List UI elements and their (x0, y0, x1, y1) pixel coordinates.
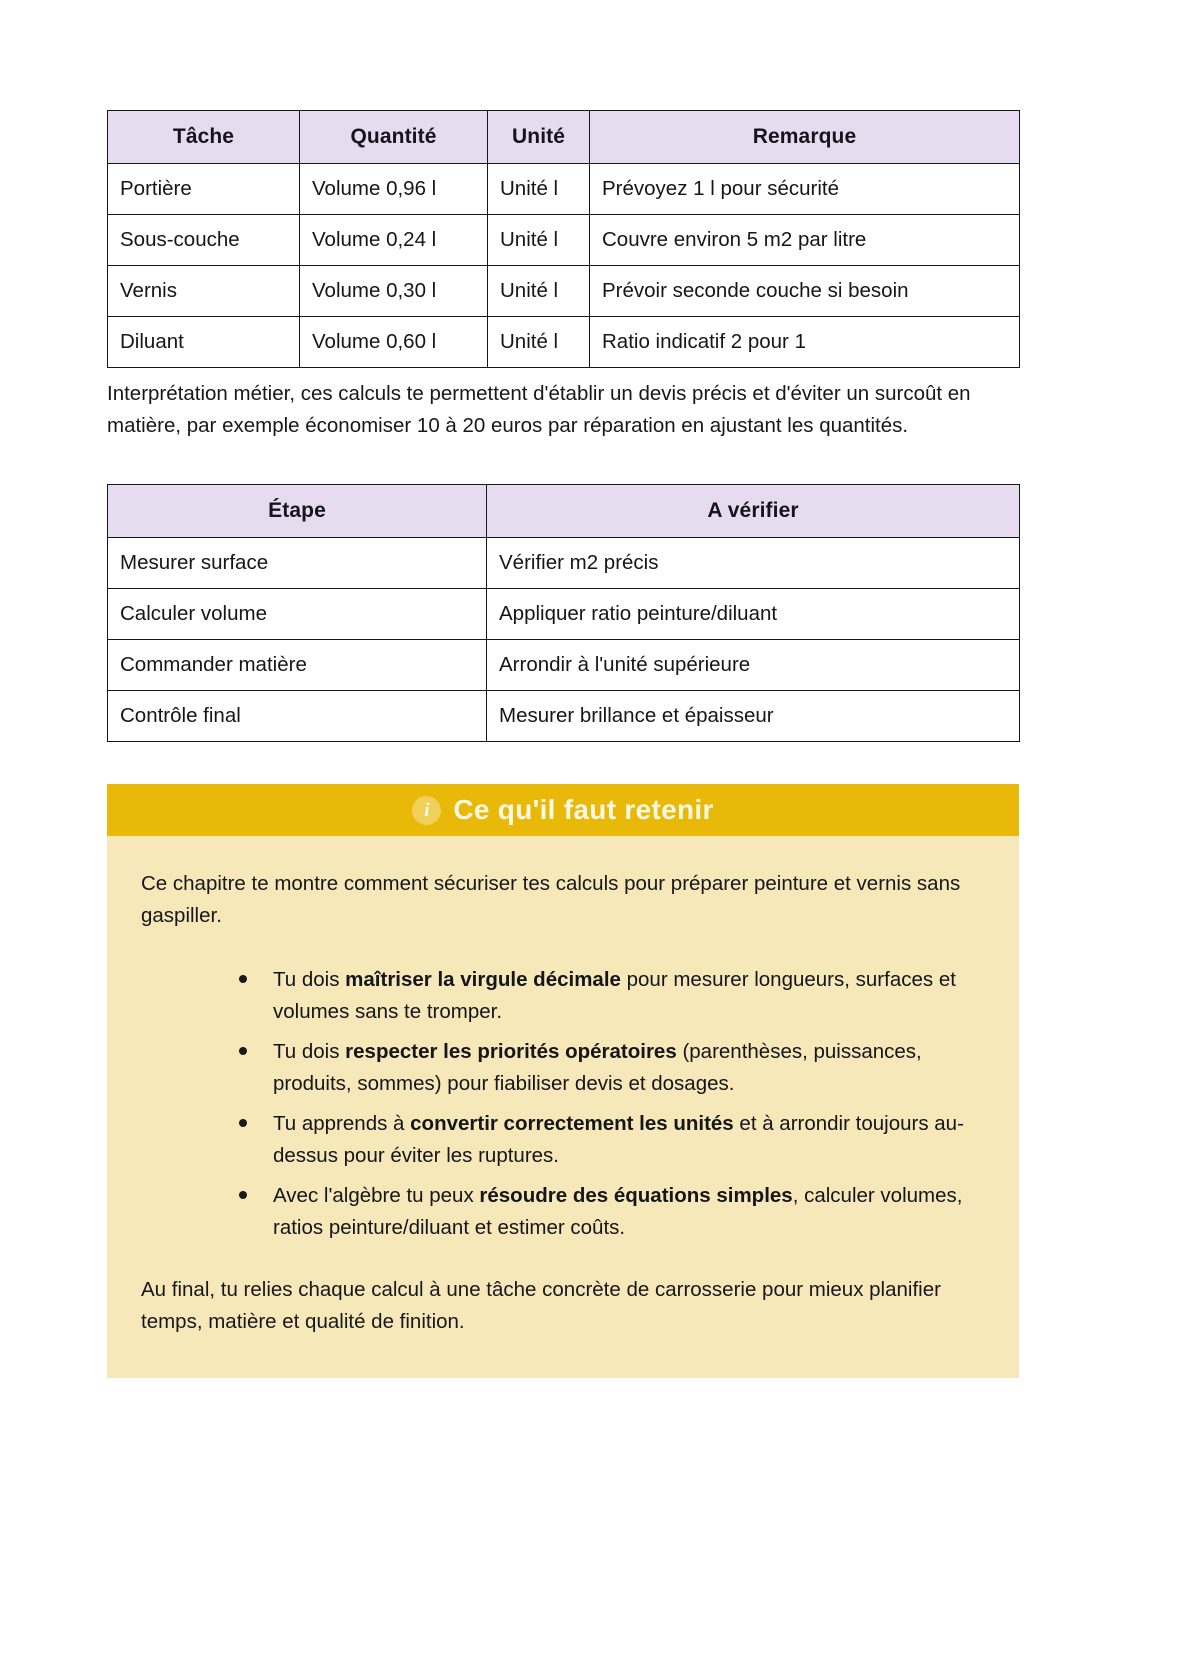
info-icon: i (412, 796, 441, 825)
list-item (239, 1180, 973, 1244)
column-header-tache: Tâche (108, 111, 300, 164)
bullet-bold: respecter les priorités opératoires (345, 1040, 677, 1063)
column-header-quantite: Quantité (300, 111, 488, 164)
bullet-prefix: Tu apprends à (273, 1112, 411, 1135)
cell-a-verifier: Vérifier m2 précis (487, 538, 1020, 589)
column-header-etape: Étape (108, 485, 487, 538)
checklist-table (107, 484, 1020, 742)
bullet-prefix: Avec l'algèbre tu peux (273, 1184, 480, 1207)
column-header-a-verifier: A vérifier (487, 485, 1020, 538)
table-row (108, 317, 1020, 368)
cell-remarque: Couvre environ 5 m2 par litre (590, 215, 1020, 266)
list-item (239, 1108, 973, 1172)
bullet-prefix: Tu dois (273, 1040, 346, 1063)
cell-quantite: Volume 0,30 l (300, 266, 488, 317)
cell-unite: Unité l (488, 215, 590, 266)
cell-unite: Unité l (488, 164, 590, 215)
key-takeaways-callout (107, 784, 1019, 1378)
cell-unite: Unité l (488, 317, 590, 368)
table-row (108, 691, 1020, 742)
bullet-suffix: pour mesurer longueurs, surfaces et volumes sans te tromper. (273, 968, 956, 1023)
table-row (108, 640, 1020, 691)
callout-header (107, 784, 1019, 836)
bullet-bold: résoudre des équations simples (479, 1184, 793, 1207)
callout-title: Ce qu'il faut retenir (453, 794, 714, 825)
bullet-dot-icon (239, 975, 247, 983)
spacer (107, 442, 1020, 484)
cell-unite: Unité l (488, 266, 590, 317)
list-item (239, 964, 973, 1028)
cell-quantite: Volume 0,24 l (300, 215, 488, 266)
table-row (108, 538, 1020, 589)
bullet-suffix: (parenthèses, puissances, produits, sommes) pour fiabiliser devis et dosages. (273, 1040, 922, 1095)
materials-table (107, 110, 1020, 368)
cell-quantite: Volume 0,96 l (300, 164, 488, 215)
bullet-bold: convertir correctement les unités (410, 1112, 734, 1135)
table-row (108, 215, 1020, 266)
bullet-suffix: , calculer volumes, ratios peinture/diluant et estimer coûts. (273, 1184, 963, 1239)
cell-tache: Portière (108, 164, 300, 215)
bullet-bold: maîtriser la virgule décimale (345, 968, 621, 991)
cell-etape: Commander matière (108, 640, 487, 691)
callout-outro: Au final, tu relies chaque calcul à une tâche concrète de carrosserie pour mieux planifier temps, matière et qualité de finition. (141, 1278, 941, 1333)
bullet-dot-icon (239, 1119, 247, 1127)
bullet-prefix: Tu dois (273, 968, 346, 991)
table-row (108, 589, 1020, 640)
cell-a-verifier: Arrondir à l'unité supérieure (487, 640, 1020, 691)
table-row (108, 266, 1020, 317)
cell-etape: Contrôle final (108, 691, 487, 742)
table-header-row (108, 111, 1020, 164)
cell-etape: Mesurer surface (108, 538, 487, 589)
cell-remarque: Prévoir seconde couche si besoin (590, 266, 1020, 317)
callout-bullet-list (141, 964, 973, 1244)
bullet-dot-icon (239, 1191, 247, 1199)
interpretation-paragraph: Interprétation métier, ces calculs te permettent d'établir un devis précis et d'éviter un surcoût en matière, par exemple économiser 10 à 20 euros par réparation en ajustant les quantités. (107, 382, 971, 437)
bullet-suffix: et à arrondir toujours au-dessus pour éviter les ruptures. (273, 1112, 964, 1167)
cell-quantite: Volume 0,60 l (300, 317, 488, 368)
column-header-remarque: Remarque (590, 111, 1020, 164)
cell-a-verifier: Mesurer brillance et épaisseur (487, 691, 1020, 742)
cell-tache: Sous-couche (108, 215, 300, 266)
cell-etape: Calculer volume (108, 589, 487, 640)
list-item (239, 1036, 973, 1100)
bullet-dot-icon (239, 1047, 247, 1055)
cell-tache: Diluant (108, 317, 300, 368)
cell-a-verifier: Appliquer ratio peinture/diluant (487, 589, 1020, 640)
column-header-unite: Unité (488, 111, 590, 164)
cell-remarque: Prévoyez 1 l pour sécurité (590, 164, 1020, 215)
cell-tache: Vernis (108, 266, 300, 317)
callout-body (107, 836, 1019, 1378)
table-row (108, 164, 1020, 215)
table-header-row (108, 485, 1020, 538)
callout-intro: Ce chapitre te montre comment sécuriser tes calculs pour préparer peinture et vernis sans gaspiller. (141, 872, 961, 927)
cell-remarque: Ratio indicatif 2 pour 1 (590, 317, 1020, 368)
